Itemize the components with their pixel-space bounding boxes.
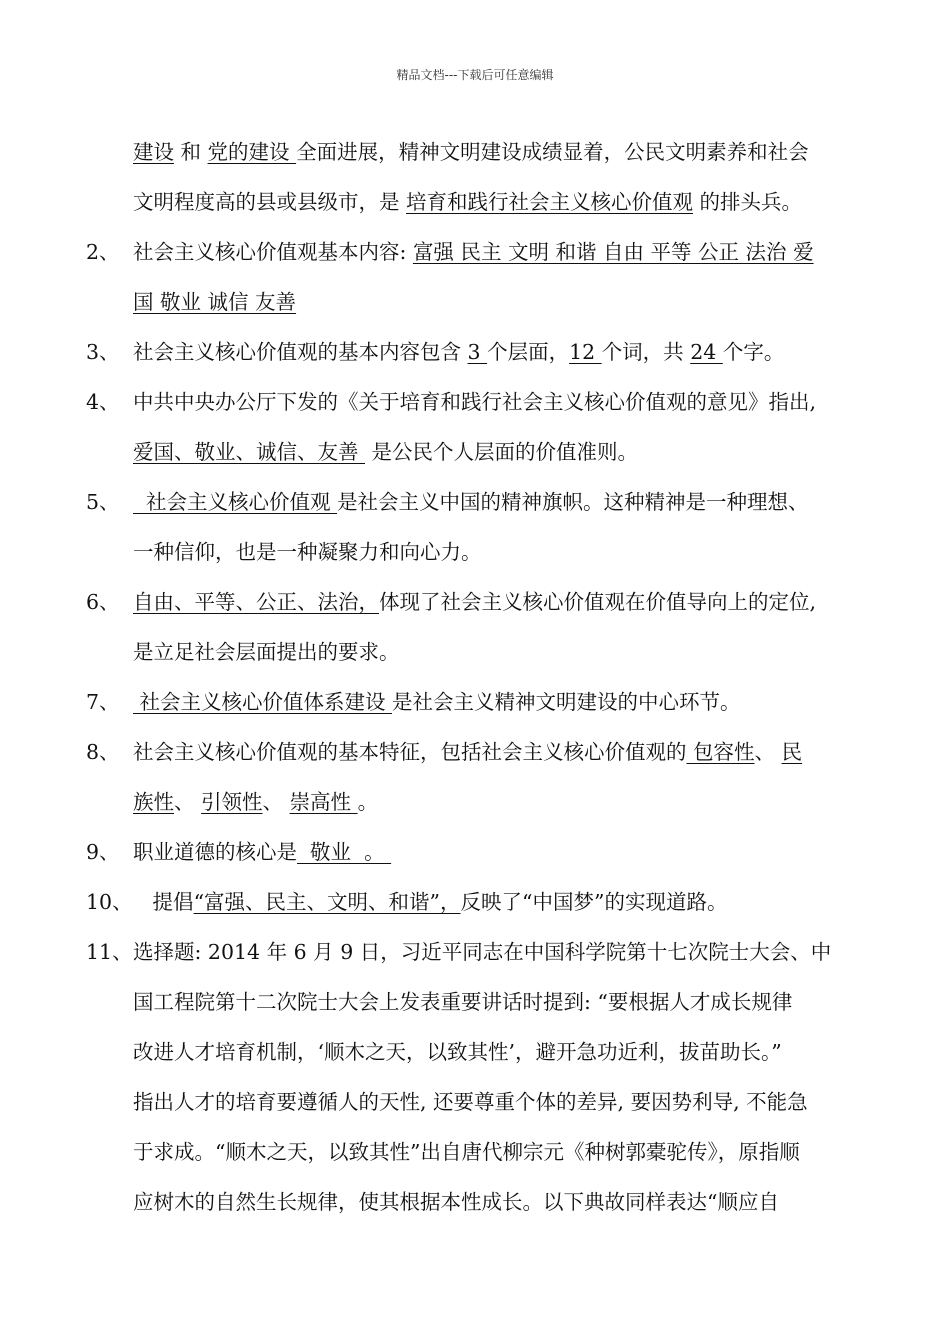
text-line xyxy=(0,932,950,982)
text-segment: 。 xyxy=(357,790,379,814)
line-text xyxy=(133,282,868,322)
text-segment: 选择题: 2014 年 6 月 9 日，习近平同志在中国科学院第十七次院士大会、中 xyxy=(133,940,832,964)
text-segment: 、 xyxy=(262,790,290,814)
text-segment: 、 xyxy=(754,740,782,764)
line-text xyxy=(133,1032,868,1072)
text-line xyxy=(0,432,950,482)
line-text xyxy=(133,382,868,422)
text-segment: 和 xyxy=(174,140,208,164)
line-text xyxy=(133,632,868,672)
page-header: 精品文档---下载后可任意编辑 xyxy=(396,68,554,82)
text-segment: 是社会主义精神文明建设的中心环节。 xyxy=(392,690,741,714)
line-text xyxy=(133,232,868,272)
line-text xyxy=(133,832,868,872)
text-line xyxy=(0,382,950,432)
text-segment: 指出人才的培育要遵循人的天性, 还要尊重个体的差异, 要因势利导, 不能急 xyxy=(133,1090,808,1114)
text-line xyxy=(0,782,950,832)
text-segment: 改进人才培育机制，‘顺木之天，以致其性’，避开急功近利，拔苗助长。” xyxy=(133,1040,782,1064)
text-line xyxy=(0,832,950,882)
line-text xyxy=(133,782,868,822)
text-segment: 社会主义核心价值观的基本内容包含 xyxy=(133,340,468,364)
line-text xyxy=(133,932,868,972)
underlined-answer: 引领性 xyxy=(201,790,263,814)
line-text xyxy=(133,732,868,772)
text-segment: 职业道德的核心是 xyxy=(133,840,297,864)
text-line xyxy=(0,332,950,382)
item-number: 9、 xyxy=(86,840,120,864)
line-text xyxy=(133,682,868,722)
item-number: 6、 xyxy=(86,590,120,614)
line-text xyxy=(133,432,868,472)
text-segment: 、 xyxy=(174,790,202,814)
text-segment: 应树木的自然生长规律，使其根据本性成长。以下典故同样表达“顺应自 xyxy=(133,1190,779,1214)
text-segment: 个词，共 xyxy=(601,340,691,364)
text-line xyxy=(0,532,950,582)
text-line xyxy=(0,732,950,782)
item-number: 3、 xyxy=(86,340,120,364)
text-line xyxy=(0,232,950,282)
line-text xyxy=(133,882,868,922)
text-segment: 反映了“中国梦”的实现道路。 xyxy=(460,890,728,914)
text-line xyxy=(0,982,950,1032)
line-text xyxy=(133,1182,868,1222)
underlined-answer: 富强 民主 文明 和谐 自由 平等 公正 法治 爱 xyxy=(412,240,814,264)
text-segment: 是社会主义中国的精神旗帜。这种精神是一种理想、 xyxy=(337,490,809,514)
line-text xyxy=(133,532,868,572)
text-segment: 是公民个人层面的价值准则。 xyxy=(365,440,639,464)
line-text xyxy=(133,132,868,172)
line-text xyxy=(133,582,868,622)
underlined-answer: 3 xyxy=(467,340,488,364)
underlined-answer: 民 xyxy=(781,740,803,764)
text-segment: 全面进展，精神文明建设成绩显着，公民文明素养和社会 xyxy=(296,140,809,164)
text-segment: 体现了社会主义核心价值观在价值导向上的定位, xyxy=(379,590,817,614)
underlined-answer: 自由、平等、公正、法治， xyxy=(133,590,379,614)
text-segment: 国工程院第十二次院士大会上发表重要讲话时提到: “要根据人才成长规律 xyxy=(133,990,793,1014)
text-line xyxy=(0,632,950,682)
line-text xyxy=(133,982,868,1022)
text-line xyxy=(0,482,950,532)
text-segment: 一种信仰，也是一种凝聚力和向心力。 xyxy=(133,540,482,564)
underlined-answer: 12 xyxy=(569,340,602,364)
text-line xyxy=(0,682,950,732)
text-segment: 社会主义核心价值观基本内容: xyxy=(133,240,413,264)
line-text xyxy=(133,1082,868,1122)
text-line xyxy=(0,132,950,182)
text-line xyxy=(0,182,950,232)
text-segment: 于求成。“顺木之天，以致其性”出自唐代柳宗元《种树郭橐驼传》，原指顺 xyxy=(133,1140,800,1164)
item-number: 8、 xyxy=(86,740,120,764)
item-number: 7、 xyxy=(86,690,120,714)
text-line xyxy=(0,1182,950,1232)
text-line xyxy=(0,1082,950,1132)
text-line xyxy=(0,282,950,332)
item-number: 10、 xyxy=(86,890,133,914)
underlined-answer: 社会主义核心价值体系建设 xyxy=(133,690,393,714)
line-text xyxy=(133,332,868,372)
item-number: 5、 xyxy=(86,490,120,514)
document-body xyxy=(0,132,950,1232)
underlined-answer: 社会主义核心价值观 xyxy=(133,490,338,514)
text-segment: 的排头兵。 xyxy=(693,190,803,214)
underlined-answer: 敬业 。 xyxy=(297,840,392,864)
text-line xyxy=(0,582,950,632)
text-segment: 中共中央办公厅下发的《关于培育和践行社会主义核心价值观的意见》指出, xyxy=(133,390,817,414)
text-segment: 个层面， xyxy=(487,340,570,364)
underlined-answer: 族性 xyxy=(133,790,174,814)
underlined-answer: 爱国、敬业、诚信、友善 xyxy=(133,440,366,464)
line-text xyxy=(133,482,868,522)
text-segment: 社会主义核心价值观的基本特征，包括社会主义核心价值观的 xyxy=(133,740,687,764)
underlined-answer: 党的建设 xyxy=(207,140,297,164)
text-segment: 是立足社会层面提出的要求。 xyxy=(133,640,400,664)
underlined-answer: 培育和践行社会主义核心价值观 xyxy=(406,190,694,214)
underlined-answer: 国 敬业 诚信 友善 xyxy=(133,290,297,314)
item-number: 11、 xyxy=(86,940,133,964)
text-segment: 文明程度高的县或县级市，是 xyxy=(133,190,407,214)
item-number: 4、 xyxy=(86,390,120,414)
text-line xyxy=(0,1132,950,1182)
underlined-answer: 24 xyxy=(690,340,723,364)
line-text xyxy=(133,182,868,222)
text-segment: 个字。 xyxy=(722,340,785,364)
text-segment: 提倡 xyxy=(133,890,194,914)
underlined-answer: “富强、民主、文明、和谐”， xyxy=(193,890,461,914)
underlined-answer: 建设 xyxy=(133,140,174,164)
underlined-answer: 崇高性 xyxy=(289,790,358,814)
text-line xyxy=(0,882,950,932)
text-line xyxy=(0,1032,950,1082)
underlined-answer: 包容性 xyxy=(686,740,755,764)
line-text xyxy=(133,1132,868,1172)
item-number: 2、 xyxy=(86,240,120,264)
